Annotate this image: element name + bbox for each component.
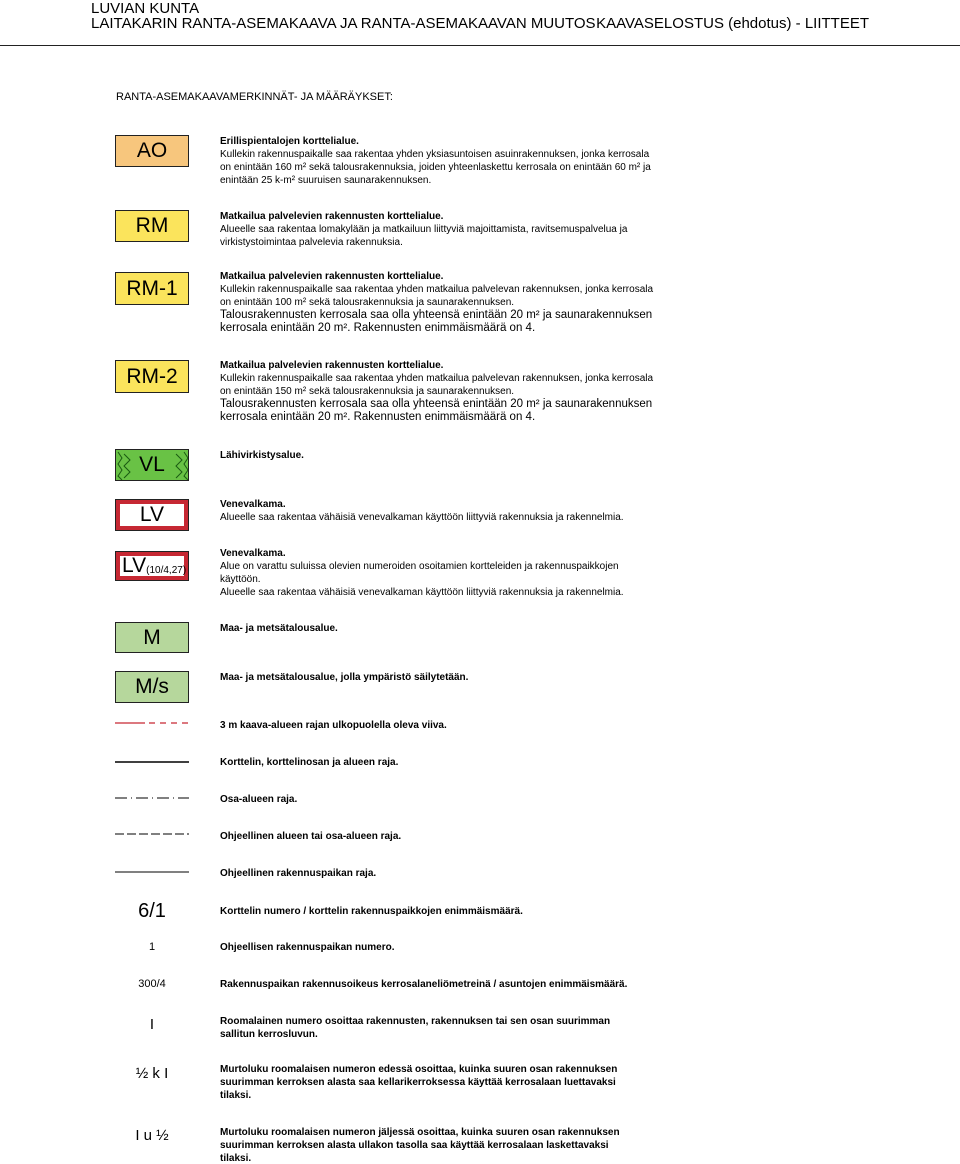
plot-number-description [220,941,660,954]
block-boundary-description [220,756,660,769]
roman-numeral-symbol: I [149,1016,155,1033]
ao-description [220,135,660,187]
vl-symbol [115,449,189,481]
rm-description [220,210,660,249]
indicative-area-boundary-symbol [115,831,189,837]
lv2-description [220,547,660,599]
m-symbol [115,622,189,653]
indicative-area-boundary-title: Ohjeellinen alueen tai osa-alueen raja. [220,831,402,842]
indicative-area-boundary-description [220,830,660,843]
ao-symbol-label: AO [136,139,168,162]
basement-fraction-symbol: ½ k I [135,1065,169,1082]
page-header [0,0,960,46]
rm2-title: Matkailua palvelevien rakennusten korttelialue. [220,360,444,371]
building-right-description [220,978,680,991]
lv-symbol-label: LV [139,503,165,526]
plot-number-title: Ohjeellisen rakennuspaikan numero. [220,942,395,953]
section-title: RANTA-ASEMAKAAVAMERKINNÄT- JA MÄÄRÄYKSET: [116,91,393,103]
rm2-text1: Kullekin rakennuspaikalle saa rakentaa yhden matkailua palvelevan rakennuksen, jonka kerrosala on enintään 150 m² sekä talousrakennuksia ja saunarakennuksen. [220,373,654,397]
basement-fraction-description [220,1063,640,1102]
attic-fraction-title: Murtoluku roomalaisen numeron jäljessä osoittaa, kuinka suuren osan rakennuksen suurimman kerroksen alasta ullakon tasolla saa käyttää kerrosalaan laskettavaksi tilaksi. [220,1127,620,1164]
lv2-symbol-inner [120,554,187,577]
ms-symbol [115,671,189,703]
ao-title: Erillispientalojen korttelialue. [220,136,359,147]
document-type: KAAVASELOSTUS (ehdotus) - LIITTEET [596,15,869,32]
block-boundary-title: Korttelin, korttelinosan ja alueen raja. [220,757,399,768]
plot-number-symbol: 1 [148,941,156,953]
rm2-symbol-label: RM-2 [126,364,178,388]
lv-description [220,498,660,524]
block-number-description [220,905,660,918]
vl-symbol-label: VL [139,453,165,476]
lv2-text2: Alueelle saa rakentaa vähäisiä venevalkaman käyttöön liittyviä rakennuksia ja rakennelmia. [220,587,624,598]
lv2-text1: Alue on varattu suluissa olevien numeroiden osoitamien kortteleiden ja rakennuspaikkojen käyttöön. [220,561,619,585]
line-3m-symbol [115,720,189,726]
m-symbol-label: M [143,625,161,649]
subarea-boundary-title: Osa-alueen raja. [220,794,298,805]
lv-symbol [115,499,189,531]
subarea-boundary-description [220,793,660,806]
indicative-plot-boundary-title: Ohjeellinen rakennuspaikan raja. [220,868,377,879]
attic-fraction-description [220,1126,640,1164]
ms-description [220,671,660,684]
rm1-symbol-label: RM-1 [126,276,178,300]
vl-description [220,449,660,462]
basement-fraction-title: Murtoluku roomalaisen numeron edessä osoittaa, kuinka suuren osan rakennuksen suurimman kerroksen alasta saa kellarikerroksessa käyttää kerrosalaan luettavaksi tilaksi. [220,1064,618,1101]
ao-text: Kullekin rakennuspaikalle saa rakentaa yhden yksiasuntoisen asuinrakennuksen, jonka kerrosala on enintään 160 m² sekä talousrakennuksia, joiden yhteenlaskettu kerrosala on enintään 60 m² ja enintään 25 k-m² suuruisen saunarakennuksen. [220,149,651,186]
indicative-plot-boundary-symbol [115,869,189,875]
m-title: Maa- ja metsätalousalue. [220,623,338,634]
line-3m-title: 3 m kaava-alueen rajan ulkopuolella oleva viiva. [220,720,447,731]
municipality-name: LUVIAN KUNTA [91,0,200,17]
building-right-title: Rakennuspaikan rakennusoikeus kerrosalaneliömetreinä / asuntojen enimmäismäärä. [220,979,628,990]
indicative-plot-boundary-description [220,867,660,880]
ms-symbol-label: M/s [135,675,169,698]
lv2-symbol-sub: (10/4,27) [146,564,187,576]
lv-title: Venevalkama. [220,499,286,510]
vl-title: Lähivirkistysalue. [220,450,304,461]
block-number-symbol: 6/1 [138,900,166,922]
rm-text: Alueelle saa rakentaa lomakylään ja matkailuun liittyviä majoittamista, ravitsemuspalvelua ja virkistystoimintaa palvelevia rakennuksia. [220,224,628,248]
rm1-description [220,270,660,335]
rm-title: Matkailua palvelevien rakennusten korttelialue. [220,211,444,222]
rm1-title: Matkailua palvelevien rakennusten korttelialue. [220,271,444,282]
rm-symbol-label: RM [135,214,169,237]
lv-symbol-inner [120,504,184,526]
roman-numeral-title: Roomalainen numero osoittaa rakennusten, rakennuksen tai sen osan suurimman sallitun kerrosluvun. [220,1016,611,1040]
lv2-symbol-label: LV [122,554,147,577]
block-number-title: Korttelin numero / korttelin rakennuspaikkojen enimmäismäärä. [220,906,523,917]
rm1-text1: Kullekin rakennuspaikalle saa rakentaa yhden matkailua palvelevan rakennuksen, jonka kerrosala on enintään 100 m² sekä talousrakennuksia ja saunarakennuksen. [220,284,654,308]
subarea-boundary-symbol [115,795,189,801]
lv2-symbol [115,551,189,581]
lv-text: Alueelle saa rakentaa vähäisiä venevalkaman käyttöön liittyviä rakennuksia ja rakennelmia. [220,512,624,523]
rm2-text2: Talousrakennusten kerrosala saa olla yhteensä enintään 20 m² ja saunarakennuksen kerrosala enintään 20 m². Rakennusten enimmäismäärä on 4. [220,398,653,423]
line-3m-description [220,719,660,732]
ms-title: Maa- ja metsätalousalue, jolla ympäristö säilytetään. [220,672,469,683]
plan-name: LAITAKARIN RANTA-ASEMAKAAVA JA RANTA-ASEMAKAAVAN MUUTOS [91,15,596,32]
m-description [220,622,660,635]
building-right-symbol: 300/4 [138,978,166,990]
rm-symbol [115,210,189,242]
rm2-symbol [115,360,189,393]
block-boundary-symbol [115,759,189,765]
attic-fraction-symbol: I u ½ [135,1127,169,1144]
lv2-title: Venevalkama. [220,548,286,559]
roman-numeral-description [220,1015,630,1041]
rm1-symbol [115,272,189,305]
rm2-description [220,359,660,424]
rm1-text2: Talousrakennusten kerrosala saa olla yhteensä enintään 20 m² ja saunarakennuksen kerrosala enintään 20 m². Rakennusten enimmäismäärä on 4. [220,309,653,334]
ao-symbol [115,135,189,167]
